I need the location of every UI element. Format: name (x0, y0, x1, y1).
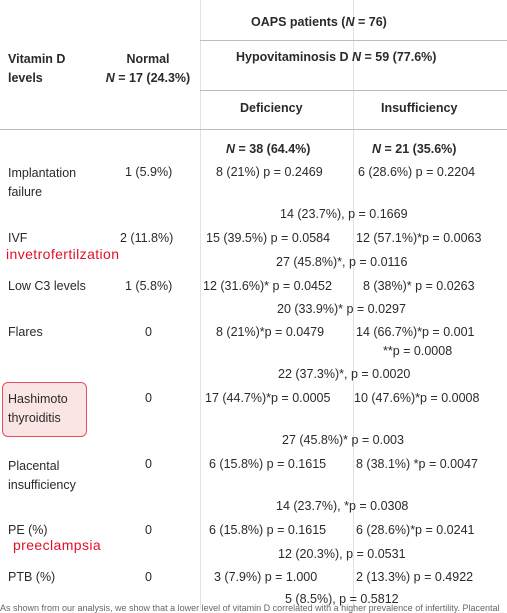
cell-insufficiency-extra: **p = 0.0008 (383, 344, 453, 358)
cell-insufficiency: 10 (47.6%)*p = 0.0008 (354, 391, 480, 405)
cell-insufficiency: 8 (38.1%) *p = 0.0047 (356, 457, 478, 471)
header-divider (200, 40, 507, 41)
cell-pooled: 27 (45.8%)*, p = 0.0116 (276, 255, 408, 269)
header-bottom-rule (0, 129, 507, 130)
group-title: OAPS patients (N = 76) (251, 15, 387, 29)
row-label-hashimoto: Hashimoto thyroiditis (8, 392, 68, 425)
cell-deficiency: 12 (31.6%)* p = 0.0452 (203, 279, 332, 293)
footer-text: As shown from our analysis, we show that a lower level of vitamin D correlated with a higher prevalence of infertility. Placental (0, 603, 500, 613)
cell-deficiency: 8 (21%)*p = 0.0479 (216, 325, 325, 339)
cell-pooled: 14 (23.7%), p = 0.1669 (280, 207, 408, 221)
cell-normal: 1 (5.9%) (125, 165, 173, 179)
row-label-flares: Flares (8, 325, 43, 339)
cell-deficiency: 6 (15.8%) p = 0.1615 (209, 523, 327, 537)
cell-pooled: 12 (20.3%), p = 0.0531 (278, 547, 406, 561)
column-header-insufficiency: Insufficiency (381, 101, 458, 115)
row-label-ivf: IVF (8, 231, 28, 245)
cell-deficiency: 8 (21%) p = 0.2469 (216, 165, 323, 179)
column-header-normal: Normal N = 17 (24.3%) (105, 52, 191, 85)
row-label-low-c3: Low C3 levels (8, 279, 86, 293)
cell-normal: 0 (145, 523, 152, 537)
cell-pooled: 20 (33.9%)* p = 0.0297 (277, 302, 406, 316)
cell-normal: 0 (145, 570, 152, 584)
cell-pooled: 27 (45.8%)* p = 0.003 (282, 433, 404, 447)
cell-normal: 0 (145, 457, 152, 471)
annotation-ivf: invetrofertilzation (6, 246, 120, 262)
cell-deficiency: 3 (7.9%) p = 1.000 (214, 570, 318, 584)
cell-pooled: 22 (37.3%)*, p = 0.0020 (278, 367, 411, 381)
cell-insufficiency: 14 (66.7%)*p = 0.001 (356, 325, 475, 339)
cell-normal: 1 (5.8%) (125, 279, 173, 293)
row-label-implantation-failure: Implantation failure (8, 166, 77, 199)
cell-insufficiency: 2 (13.3%) p = 0.4922 (356, 570, 474, 584)
column-header-deficiency: Deficiency (240, 101, 303, 115)
cell-insufficiency: 12 (57.1%)*p = 0.0063 (356, 231, 482, 245)
column-header-vitamin-d: Vitamin D levels (8, 52, 66, 85)
cell-normal: 2 (11.8%) (120, 231, 174, 245)
cell-normal: 0 (145, 325, 152, 339)
row-label-pe: PE (%) (8, 523, 48, 537)
column-divider (200, 0, 201, 609)
cell-normal: 0 (145, 391, 152, 405)
cell-deficiency: 6 (15.8%) p = 0.1615 (209, 457, 327, 471)
row-label-placental-insufficiency: Placental insufficiency (8, 459, 76, 492)
cell-insufficiency: 6 (28.6%) p = 0.2204 (358, 165, 476, 179)
cell-pooled: 14 (23.7%), *p = 0.0308 (276, 499, 409, 513)
deficiency-count: N = 38 (64.4%) (226, 142, 311, 156)
insufficiency-count: N = 21 (35.6%) (372, 142, 457, 156)
row-label-ptb: PTB (%) (8, 570, 56, 584)
cell-insufficiency: 8 (38%)* p = 0.0263 (363, 279, 475, 293)
cell-insufficiency: 6 (28.6%)*p = 0.0241 (356, 523, 475, 537)
annotation-pe: preeclampsia (13, 537, 102, 553)
cell-deficiency: 17 (44.7%)*p = 0.0005 (205, 391, 331, 405)
cell-deficiency: 15 (39.5%) p = 0.0584 (206, 231, 331, 245)
header-divider (200, 90, 507, 91)
column-header-hypovitaminosis: Hypovitaminosis D N = 59 (77.6%) (236, 50, 437, 64)
cell-pooled: 5 (8.5%), p = 0.5812 (285, 592, 399, 606)
